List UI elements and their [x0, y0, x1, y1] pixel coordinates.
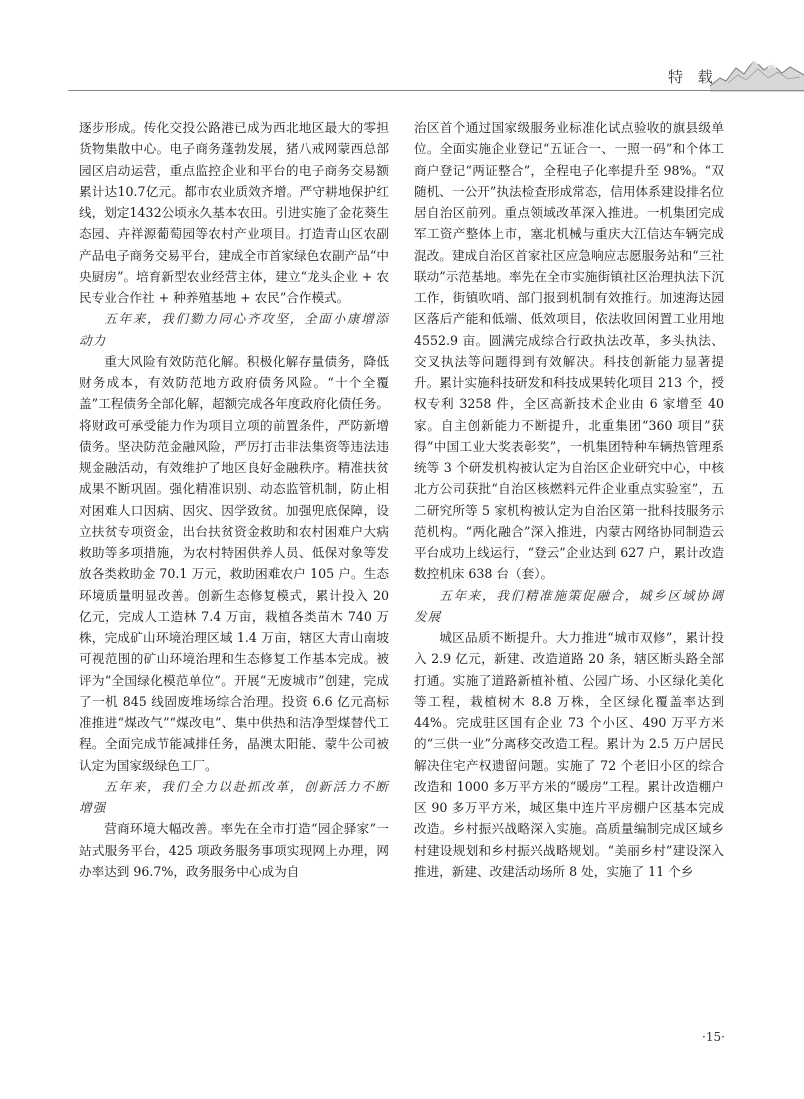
section-subheading: 五年来，我们全力以赴抓改革，创新活力不断增强	[79, 778, 389, 815]
paragraph: 营商环境大幅改善。率先在全市打造“园企驿家”一站式服务平台，425 项政务服务事项实现网上办理，网办率达到 96.7%，政务服务中心成为自	[79, 821, 389, 879]
paragraph: 城区品质不断提升。大力推进“城市双修”，累计投入 2.9 亿元，新建、改造道路 20 条，辖区断头路全部打通。实施了道路新植补植、公园广场、小区绿化美化等工程，栽植树木 8.8 万株，全区绿化覆盖率达到 44%。完成驻区国有企业 73 个小区、490 万平方米的“三供一业”分离移交改造工程。累计为 2.5 万户居民解决住宅产权遗留问题。实施了 72 个老旧小区的综合改造和 1000 多万平方米的“暖房”工程。累计改造棚户区 90 多万平方米，城区集中连片平房棚户区基本完成改造。乡村振兴战略深入实施。高质量编制完成区域乡村建设规划和乡村振兴战略规划。“美丽乡村”建设深入推进，新建、改建活动场所 8 处，实施了 11 个乡	[414, 630, 724, 879]
mountain-ornament-icon	[710, 52, 804, 92]
left-column	[79, 117, 389, 882]
section-subheading: 五年来，我们勠力同心齐攻坚，全面小康增添动力	[79, 311, 389, 348]
section-subheading: 五年来，我们精准施策促融合，城乡区域协调发展	[414, 587, 724, 624]
section-label: 特 载	[668, 68, 718, 86]
header-rule	[68, 90, 804, 91]
right-column	[414, 117, 724, 882]
paragraph: 逐步形成。传化交投公路港已成为西北地区最大的零担货物集散中心。电子商务蓬勃发展，猪八戒网蒙西总部园区启动运营，重点监控企业和平台的电子商务交易额累计达10.7亿元。都市农业质效齐增。严守耕地保护红线，划定1432公顷永久基本农田。引进实施了金花葵生态园、卉祥源葡萄园等农村产业项目。打造青山区农副产品电子商务交易平台，建成全市首家绿色农副产品“中央厨房”。培育新型农业经营主体，建立“龙头企业 + 农民专业合作社 + 种养殖基地 + 农民”合作模式。	[79, 120, 389, 305]
page-header	[0, 0, 804, 104]
paragraph: 治区首个通过国家级服务业标准化试点验收的旗县级单位。全面实施企业登记“五证合一、一照一码”和个体工商户登记“两证整合”，全程电子化率提升至 98%。“双随机、一公开”执法检查形成常态，信用体系建设排名位居自治区前列。重点领域改革深入推进。一机集团完成军工资产整体上市，塞北机械与重庆大江信达车辆完成混改。建成自治区首家社区应急响应志愿服务站和“三社联动”示范基地。率先在全市实施街镇社区治理执法下沉工作，街镇吹哨、部门报到机制有效推行。加速海达园区落后产能和低端、低效项目，依法收回闲置工业用地 4552.9 亩。圆满完成综合行政执法改革，多头执法、交叉执法等问题得到有效解决。科技创新能力显著提升。累计实施科技研发和科技成果转化项目 213 个，授权专利 3258 件，全区高新技术企业由 6 家增至 40 家。自主创新能力不断提升，北重集团“360 项目”获得“中国工业大奖表彰奖”，一机集团特种车辆热管理系统等 3 个研发机构被认定为自治区企业研究中心，中核北方公司获批“自治区核燃料元件企业重点实验室”，五二研究所等 5 家机构被认定为自治区第一批科技服务示范机构。“两化融合”深入推进，内蒙古网络协同制造云平台成功上线运行，“登云”企业达到 627 户，累计改造数控机床 638 台（套）。	[414, 120, 724, 582]
paragraph: 重大风险有效防范化解。积极化解存量债务，降低财务成本，有效防范地方政府债务风险。“十个全覆盖”工程债务全部化解，超额完成各年度政府化债任务。将财政可承受能力作为项目立项的前置条件，严防新增债务。坚决防范金融风险，严厉打击非法集资等违法违规金融活动，有效维护了地区良好金融秩序。精准扶贫成果不断巩固。强化精准识别、动态监管机制，防止相对困难人口因病、因灾、因学致贫。加强兜底保障，设立扶贫专项资金，出台扶贫资金救助和农村困难户大病救助等多项措施，为农村特困供养人员、低保对象等发放各类救助金 70.1 万元，救助困难农户 105 户。生态环境质量明显改善。创新生态修复模式，累计投入 20 亿元，完成人工造林 7.4 万亩，栽植各类苗木 740 万株，完成矿山环境治理区域 1.4 万亩，辖区大青山南坡可视范围的矿山环境治理和生态修复工作基本完成。被评为“全国绿化模范单位”。开展“无废城市”创建，完成了一机 845 线固废堆场综合治理。投资 6.6 亿元高标准推进“煤改气”“煤改电”、集中供热和洁净型煤替代工程。全面完成节能减排任务，晶澳太阳能、蒙牛公司被认定为国家级绿色工厂。	[79, 353, 389, 773]
page-number: ·15·	[702, 1030, 725, 1044]
